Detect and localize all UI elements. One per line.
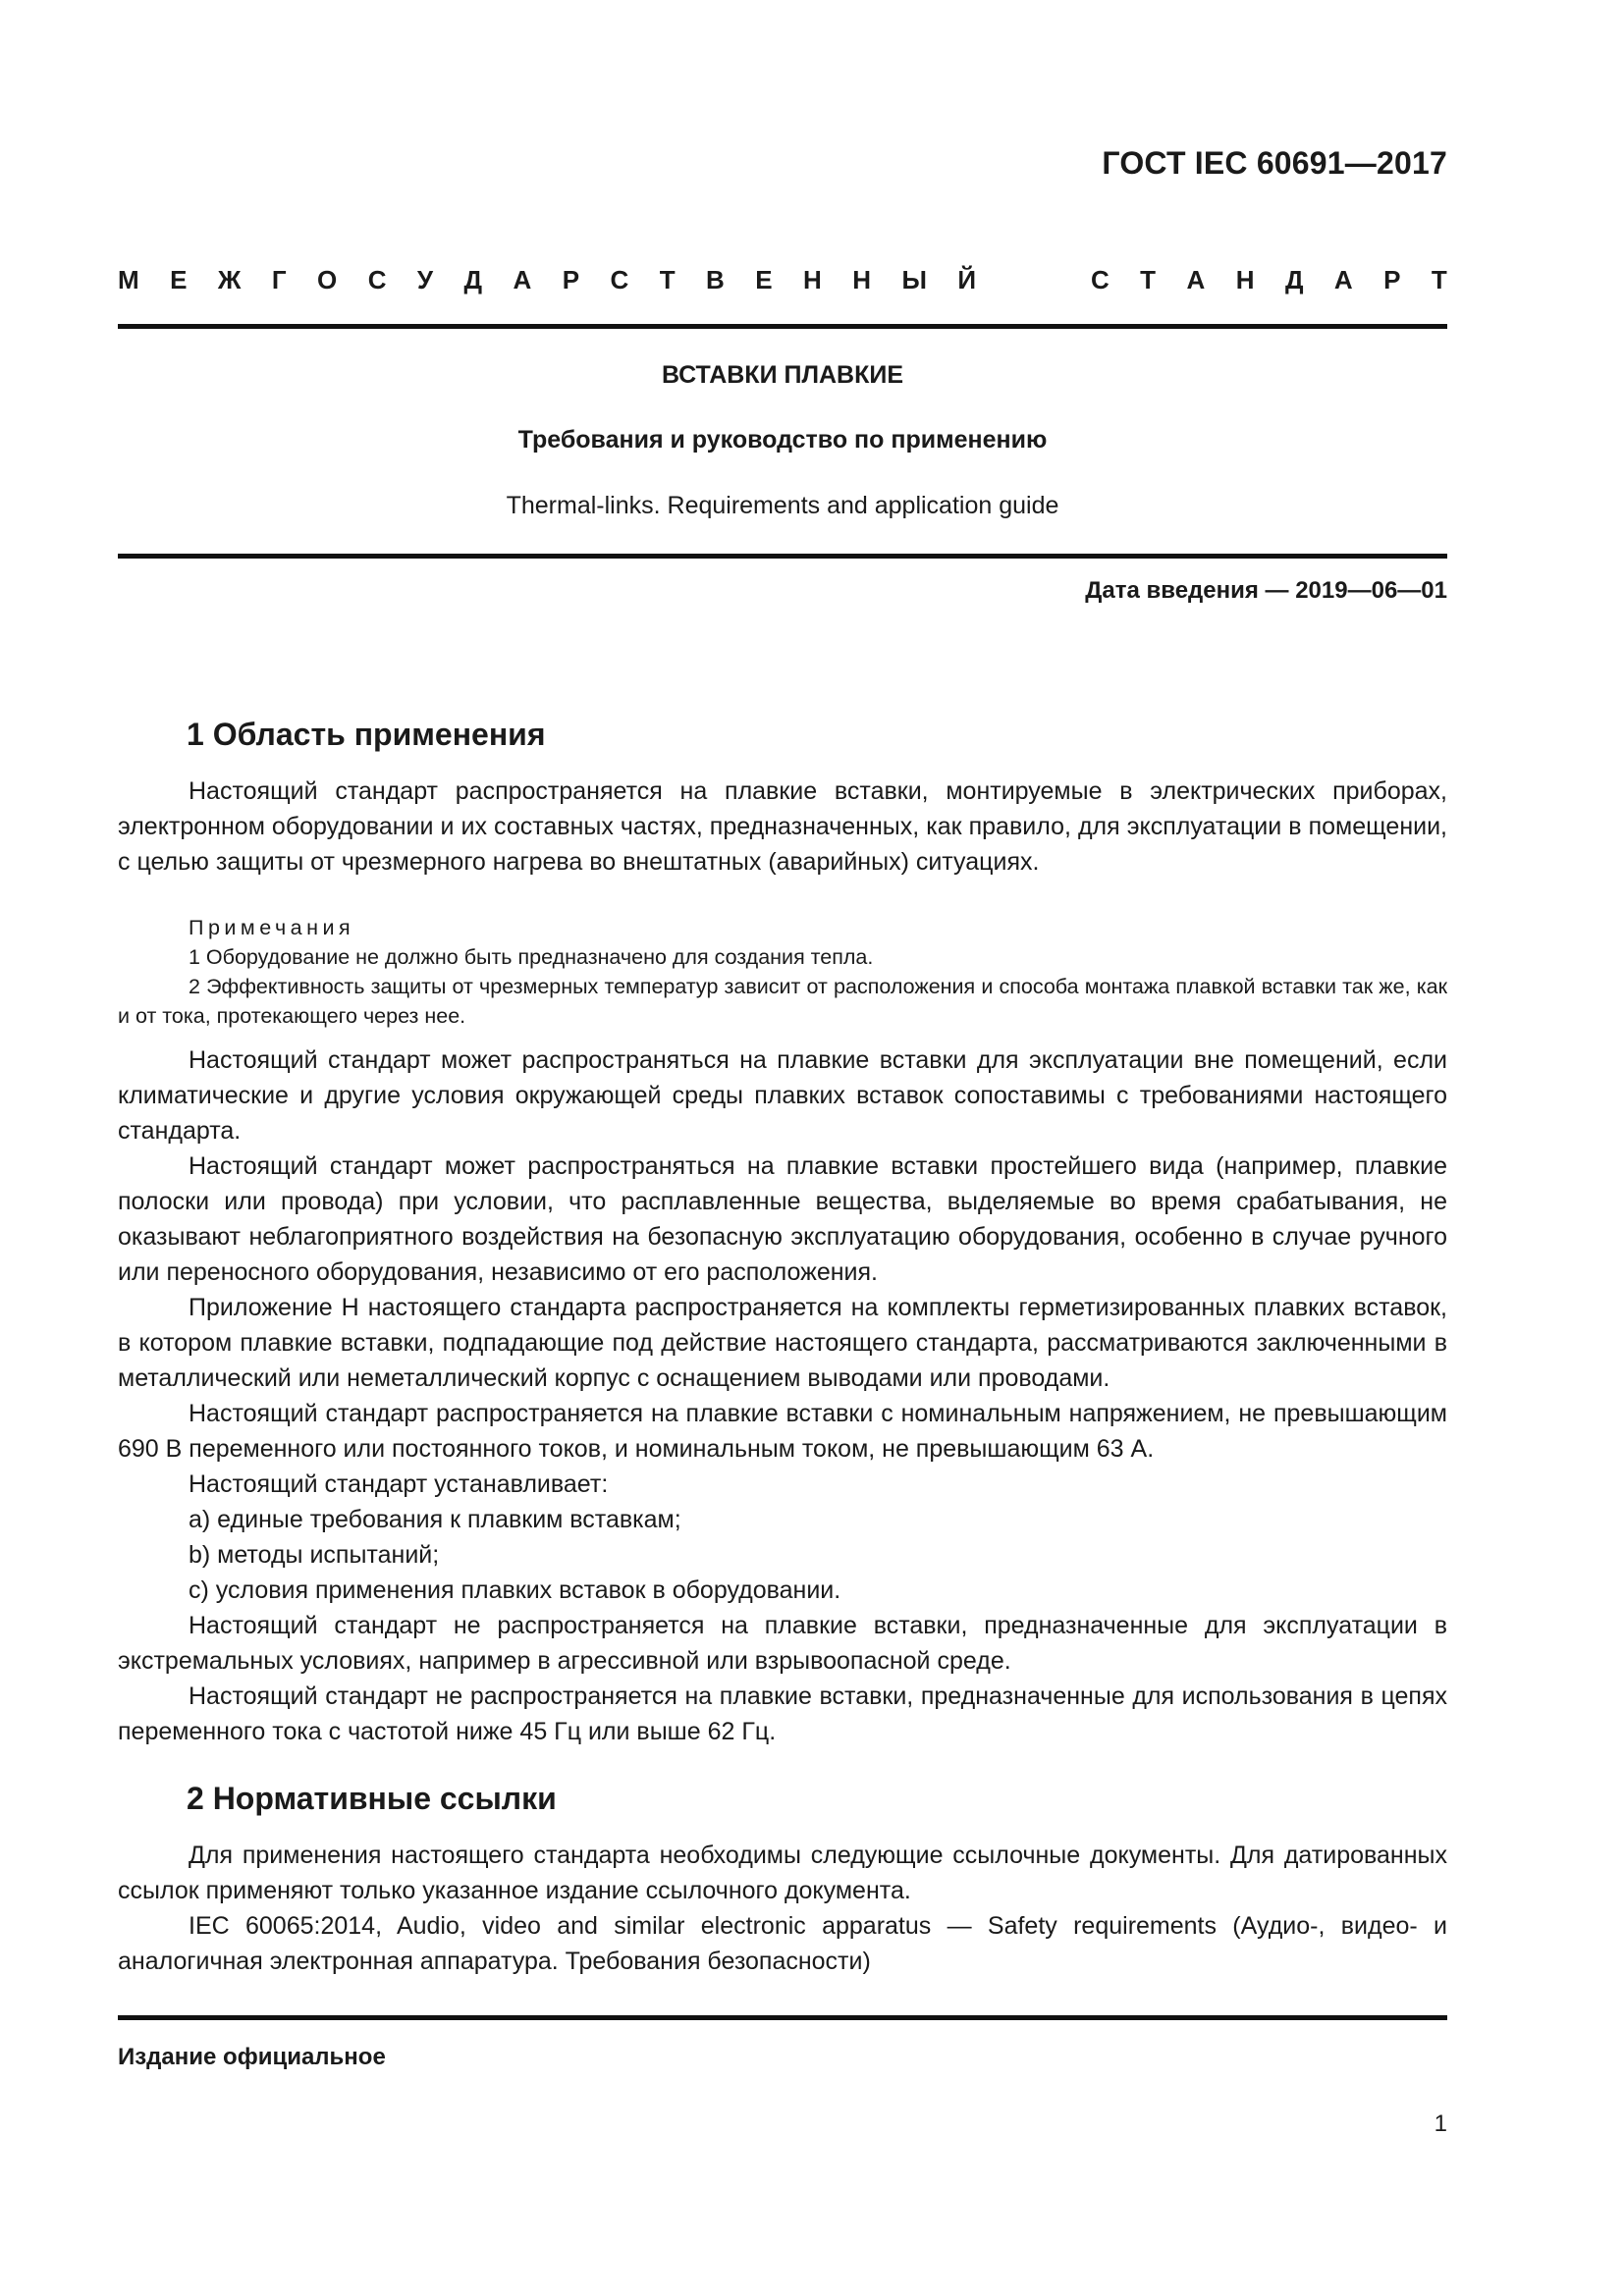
page-number: 1	[1434, 2110, 1447, 2137]
banner-letter: Д	[463, 265, 483, 294]
banner-letter: Д	[1284, 265, 1304, 294]
paragraph: Настоящий стандарт не распространяется на плавкие вставки, предназначенные для эксплуатации в экстремальных условиях, например в агрессивной или взрывоопасной среде.	[118, 1612, 1447, 1675]
banner-letter: Н	[803, 265, 822, 294]
paragraph: Настоящий стандарт устанавливает:	[189, 1470, 609, 1498]
banner-letter: С	[610, 265, 629, 294]
banner-letter: Ы	[901, 265, 927, 294]
document-code: ГОСТ IEC 60691—2017	[1102, 145, 1447, 181]
standard-english-title: Thermal-links. Requirements and application guide	[506, 492, 1059, 519]
banner-letter: Ж	[217, 265, 242, 294]
banner-letter: М	[118, 265, 139, 294]
banner-letter: В	[706, 265, 725, 294]
paragraph: IEC 60065:2014, Audio, video and similar electronic apparatus — Safety requirements (Аудио-, видео- и аналогичная электронная аппаратура. Требования безопасности)	[118, 1912, 1447, 1975]
notes-heading: Примечания	[189, 916, 355, 939]
banner-letter: А	[1186, 265, 1206, 294]
section-1-heading: 1 Область применения	[187, 717, 546, 752]
title-divider	[118, 554, 1447, 559]
list-item: b) методы испытаний;	[189, 1541, 440, 1569]
interstate-standard-banner	[118, 265, 1447, 295]
banner-letter: Р	[562, 265, 580, 294]
standard-subtitle: Требования и руководство по применению	[517, 426, 1048, 454]
banner-letter: Н	[1235, 265, 1255, 294]
banner-letter: Н	[852, 265, 872, 294]
banner-letter: Й	[957, 265, 977, 294]
banner-letter: О	[317, 265, 338, 294]
standard-title: ВСТАВКИ ПЛАВКИЕ	[661, 361, 904, 389]
notes-block	[118, 913, 1447, 1031]
paragraph: Настоящий стандарт может распространяться на плавкие вставки для эксплуатации вне помещений, если климатические и другие условия окружающей среды плавких вставок сопоставимы с требованиями настоящего стандарта.	[118, 1046, 1447, 1145]
paragraph: Для применения настоящего стандарта необходимы следующие ссылочные документы. Для датированных ссылок применяют только указанное издание ссылочного документа.	[118, 1842, 1447, 1904]
paragraph: Приложение Н настоящего стандарта распространяется на комплекты герметизированных плавких вставок, в котором плавкие вставки, подпадающие под действие настоящего стандарта, рассматриваются заключенными в металлический или неметаллический корпус с оснащением выводами или проводами.	[118, 1294, 1447, 1392]
banner-letter: Е	[170, 265, 188, 294]
paragraph: Настоящий стандарт не распространяется на плавкие вставки, предназначенные для использования в цепях переменного тока с частотой ниже 45 Гц или выше 62 Гц.	[118, 1682, 1447, 1745]
banner-letter: Г	[271, 265, 287, 294]
banner-letter: А	[1333, 265, 1353, 294]
introduction-date: Дата введения — 2019—06—01	[1085, 577, 1447, 604]
paragraph: Настоящий стандарт распространяется на плавкие вставки с номинальным напряжением, не превышающим 690 В переменного или постоянного токов, и номинальным током, не превышающим 63 А.	[118, 1400, 1447, 1463]
section-2	[118, 1775, 1447, 1979]
paragraph: Настоящий стандарт может распространяться на плавкие вставки простейшего вида (например, плавкие полоски или провода) при условии, что расплавленные вещества, выделяемые во время срабатывания, не оказывают неблагоприятного воздействия на безопасную эксплуатацию оборудования, особенно в случае ручного или переносного оборудования, независимо от его расположения.	[118, 1152, 1447, 1286]
banner-letter: У	[416, 265, 434, 294]
paragraph: Настоящий стандарт распространяется на плавкие вставки, монтируемые в электрических приборах, электронном оборудовании и их составных частях, предназначенных, как правило, для эксплуатации в помещении, с целью защиты от чрезмерного нагрева во внештатных (аварийных) ситуациях.	[118, 777, 1447, 876]
banner-letter: Т	[659, 265, 676, 294]
document-body	[118, 711, 1447, 1979]
list-item: a) единые требования к плавким вставкам;	[189, 1506, 681, 1533]
banner-letter: Т	[1140, 265, 1157, 294]
banner-letter: Р	[1383, 265, 1401, 294]
banner-letter: Т	[1431, 265, 1447, 294]
footer-divider	[118, 2015, 1447, 2020]
note-item: 1 Оборудование не должно быть предназначено для создания тепла.	[189, 945, 874, 969]
official-edition-label: Издание официальное	[118, 2044, 386, 2070]
banner-letter: Е	[755, 265, 773, 294]
banner-letter: С	[1090, 265, 1110, 294]
note-item: 2 Эффективность защиты от чрезмерных температур зависит от расположения и способа монтажа плавкой вставки так же, как и от тока, протекающего через нее.	[118, 975, 1447, 1028]
section-2-heading: 2 Нормативные ссылки	[187, 1781, 557, 1816]
banner-word-gap	[1007, 265, 1060, 295]
list-item: c) условия применения плавких вставок в оборудовании.	[189, 1576, 841, 1604]
top-divider	[118, 324, 1447, 329]
banner-letter: А	[513, 265, 532, 294]
banner-letter: С	[367, 265, 387, 294]
